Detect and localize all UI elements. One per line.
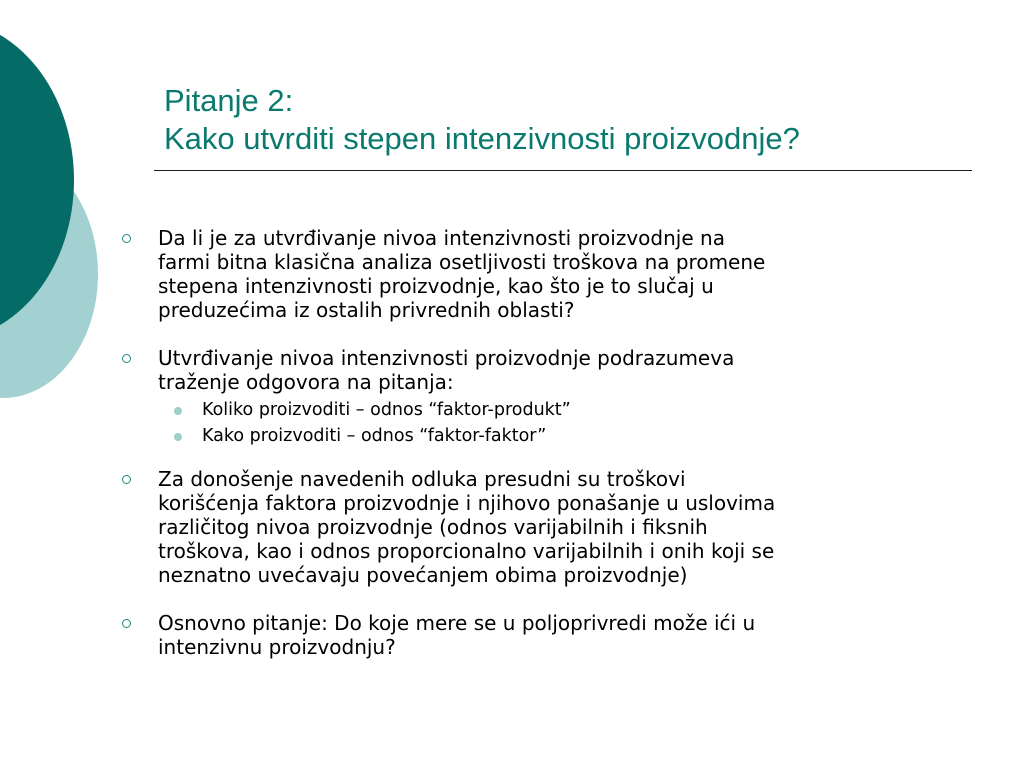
bullet-item bbox=[118, 467, 978, 587]
sub-bullet-text: Koliko proizvoditi – odnos “faktor-produkt” bbox=[202, 400, 571, 420]
title-line: Kako utvrditi stepen intenzivnosti proizvodnje? bbox=[164, 121, 800, 156]
bullet-item bbox=[118, 611, 978, 659]
sub-bullet-item bbox=[158, 423, 978, 449]
bullet-text: Za donošenje navedenih odluka presudni su troškovi korišćenja faktora proizvodnje i njihovo ponašanje u uslovima različitog nivoa proizvodnje (odnos varijabilnih i fiksnih troškova, kao i odnos proporcionalno varijabilnih i onih koji se neznatno uvećavaju povećanjem obima proizvodnje) bbox=[158, 467, 776, 587]
sub-bullet-text: Kako proizvoditi – odnos “faktor-faktor” bbox=[202, 426, 547, 446]
bullet-text: Da li je za utvrđivanje nivoa intenzivnosti proizvodnje na farmi bitna klasična analiza osetljivosti troškova na promene stepena intenzivnosti proizvodnje, kao što je to slučaj u preduzećima iz ostalih privrednih oblasti? bbox=[158, 226, 766, 322]
bullet-item bbox=[118, 346, 978, 449]
hollow-circle-bullet-icon bbox=[122, 354, 131, 363]
title-line: Pitanje 2: bbox=[164, 83, 294, 118]
hollow-circle-bullet-icon bbox=[122, 475, 131, 484]
sub-bullet-list bbox=[158, 397, 978, 449]
hollow-circle-bullet-icon bbox=[122, 234, 131, 243]
bullet-text: Utvrđivanje nivoa intenzivnosti proizvodnje podrazumeva traženje odgovora na pitanja: bbox=[158, 346, 735, 394]
filled-dot-bullet-icon bbox=[174, 407, 182, 415]
bullet-list bbox=[118, 226, 978, 683]
hollow-circle-bullet-icon bbox=[122, 619, 131, 628]
bullet-item bbox=[118, 226, 978, 322]
title-divider bbox=[154, 170, 972, 171]
slide-title bbox=[164, 82, 984, 158]
sub-bullet-item bbox=[158, 397, 978, 423]
filled-dot-bullet-icon bbox=[174, 433, 182, 441]
bullet-text: Osnovno pitanje: Do koje mere se u poljoprivredi može ići u intenzivnu proizvodnju? bbox=[158, 611, 756, 659]
